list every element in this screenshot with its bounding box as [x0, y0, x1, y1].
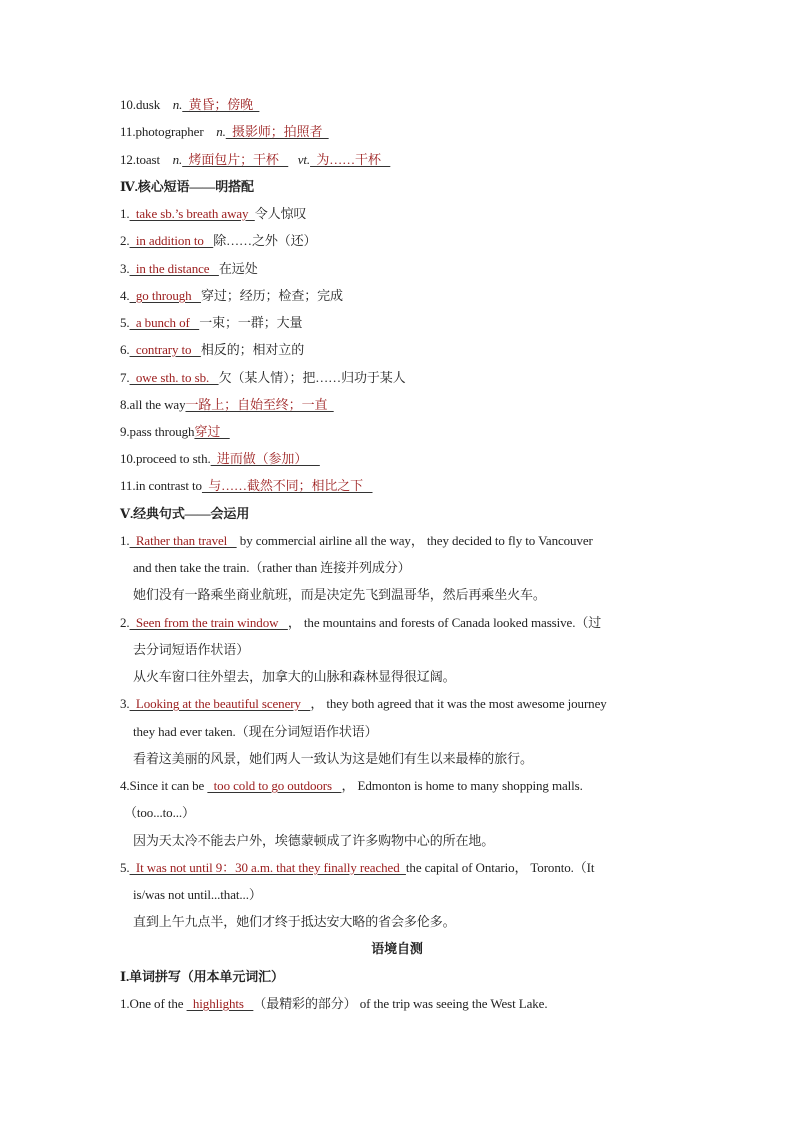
answer-blank: take sb.’s breath away — [129, 206, 255, 221]
phrase-item: 5. a bunch of 一束；一群；大量 — [120, 315, 303, 330]
phrase-item: 1. take sb.’s breath away 令人惊叹 — [120, 206, 307, 221]
answer-blank: contrary to — [129, 342, 201, 357]
answer-blank: a bunch of — [129, 315, 200, 330]
answer-blank: It was not until 9：30 a.m. that they finally reached — [129, 860, 406, 875]
answer-blank: Rather than travel — [129, 533, 237, 548]
sentence-item: 5. It was not until 9：30 a.m. that they finally reached the capital of Ontario， Toronto.（It — [120, 860, 595, 875]
spelling-item: 1.One of the highlights （最精彩的部分） of the trip was seeing the West Lake. — [120, 996, 548, 1011]
section-heading: Ⅳ.核心短语——明搭配 — [120, 179, 254, 194]
answer-blank: in the distance — [129, 261, 219, 276]
sentence-item: 2. Seen from the train window ， the mountains and forests of Canada looked massive.（过 — [120, 615, 602, 630]
sentence-continuation: （too...to...） — [124, 805, 195, 820]
answer-blank: 烤面包片；干杯 — [182, 152, 289, 167]
answer-blank: in addition to — [129, 233, 214, 248]
answer-blank: 一路上；自始至终；一直 — [185, 397, 334, 412]
sentence-item: 3. Looking at the beautiful scenery ， they both agreed that it was the most awesome journey — [120, 696, 607, 711]
vocab-item: 10.dusk n. 黄昏；傍晚 — [120, 97, 260, 112]
answer-blank: 黄昏；傍晚 — [182, 97, 260, 112]
phrase-item: 8.all the way一路上；自始至终；一直 — [120, 397, 334, 412]
phrase-item: 11.in contrast to 与……截然不同；相比之下 — [120, 478, 373, 493]
answer-blank: 与……截然不同；相比之下 — [201, 478, 373, 493]
answer-blank: Looking at the beautiful scenery — [129, 696, 311, 711]
phrase-item: 6. contrary to 相反的；相对立的 — [120, 342, 305, 357]
sentence-continuation: they had ever taken.（现在分词短语作状语） — [133, 724, 378, 739]
section-heading: Ⅴ.经典句式——会运用 — [120, 506, 250, 521]
section-heading: Ⅰ.单词拼写（用本单元词汇） — [120, 969, 284, 984]
answer-blank: too cold to go outdoors — [207, 778, 342, 793]
phrase-item: 9.pass through穿过 — [120, 424, 230, 439]
sentence-continuation: is/was not until...that...） — [133, 887, 262, 902]
phrase-item: 10.proceed to sth. 进而做（参加） — [120, 451, 320, 466]
vocab-item: 11.photographer n. 摄影师；拍照者 — [120, 124, 329, 139]
sentence-translation: 她们没有一路乘坐商业航班，而是决定先飞到温哥华，然后再乘坐火车。 — [133, 587, 546, 602]
sentence-item: 4.Since it can be too cold to go outdoors ， Edmonton is home to many shopping malls. — [120, 778, 583, 793]
sentence-continuation: 去分词短语作状语） — [133, 642, 250, 657]
context-heading: 语境自测 — [371, 941, 423, 956]
answer-blank: 穿过 — [194, 424, 230, 439]
phrase-item: 4. go through 穿过；经历；检查；完成 — [120, 288, 343, 303]
sentence-translation: 看着这美丽的风景，她们两人一致认为这是她们有生以来最棒的旅行。 — [133, 751, 533, 766]
answer-blank: Seen from the train window — [129, 615, 288, 630]
phrase-item: 2. in addition to 除……之外（还） — [120, 233, 317, 248]
answer-blank: 进而做（参加） — [210, 451, 320, 466]
sentence-item: 1. Rather than travel by commercial airline all the way， they decided to fly to Vancouver — [120, 533, 593, 548]
sentence-translation: 直到上午九点半，她们才终于抵达安大略的省会多伦多。 — [133, 914, 456, 929]
phrase-item: 3. in the distance 在远处 — [120, 261, 258, 276]
phrase-item: 7. owe sth. to sb. 欠（某人情）；把……归功于某人 — [120, 370, 406, 385]
sentence-translation: 因为天太冷不能去户外，埃德蒙顿成了许多购物中心的所在地。 — [133, 833, 495, 848]
vocab-item: 12.toast n. 烤面包片；干杯 vt. 为……干杯 — [120, 152, 391, 167]
answer-blank: 为……干杯 — [310, 152, 391, 167]
sentence-continuation: and then take the train.（rather than 连接并列成分） — [133, 560, 411, 575]
answer-blank: owe sth. to sb. — [129, 370, 219, 385]
answer-blank: 摄影师；拍照者 — [225, 124, 329, 139]
sentence-translation: 从火车窗口往外望去，加拿大的山脉和森林显得很辽阔。 — [133, 669, 456, 684]
answer-blank: go through — [129, 288, 202, 303]
answer-blank: highlights — [186, 996, 254, 1011]
